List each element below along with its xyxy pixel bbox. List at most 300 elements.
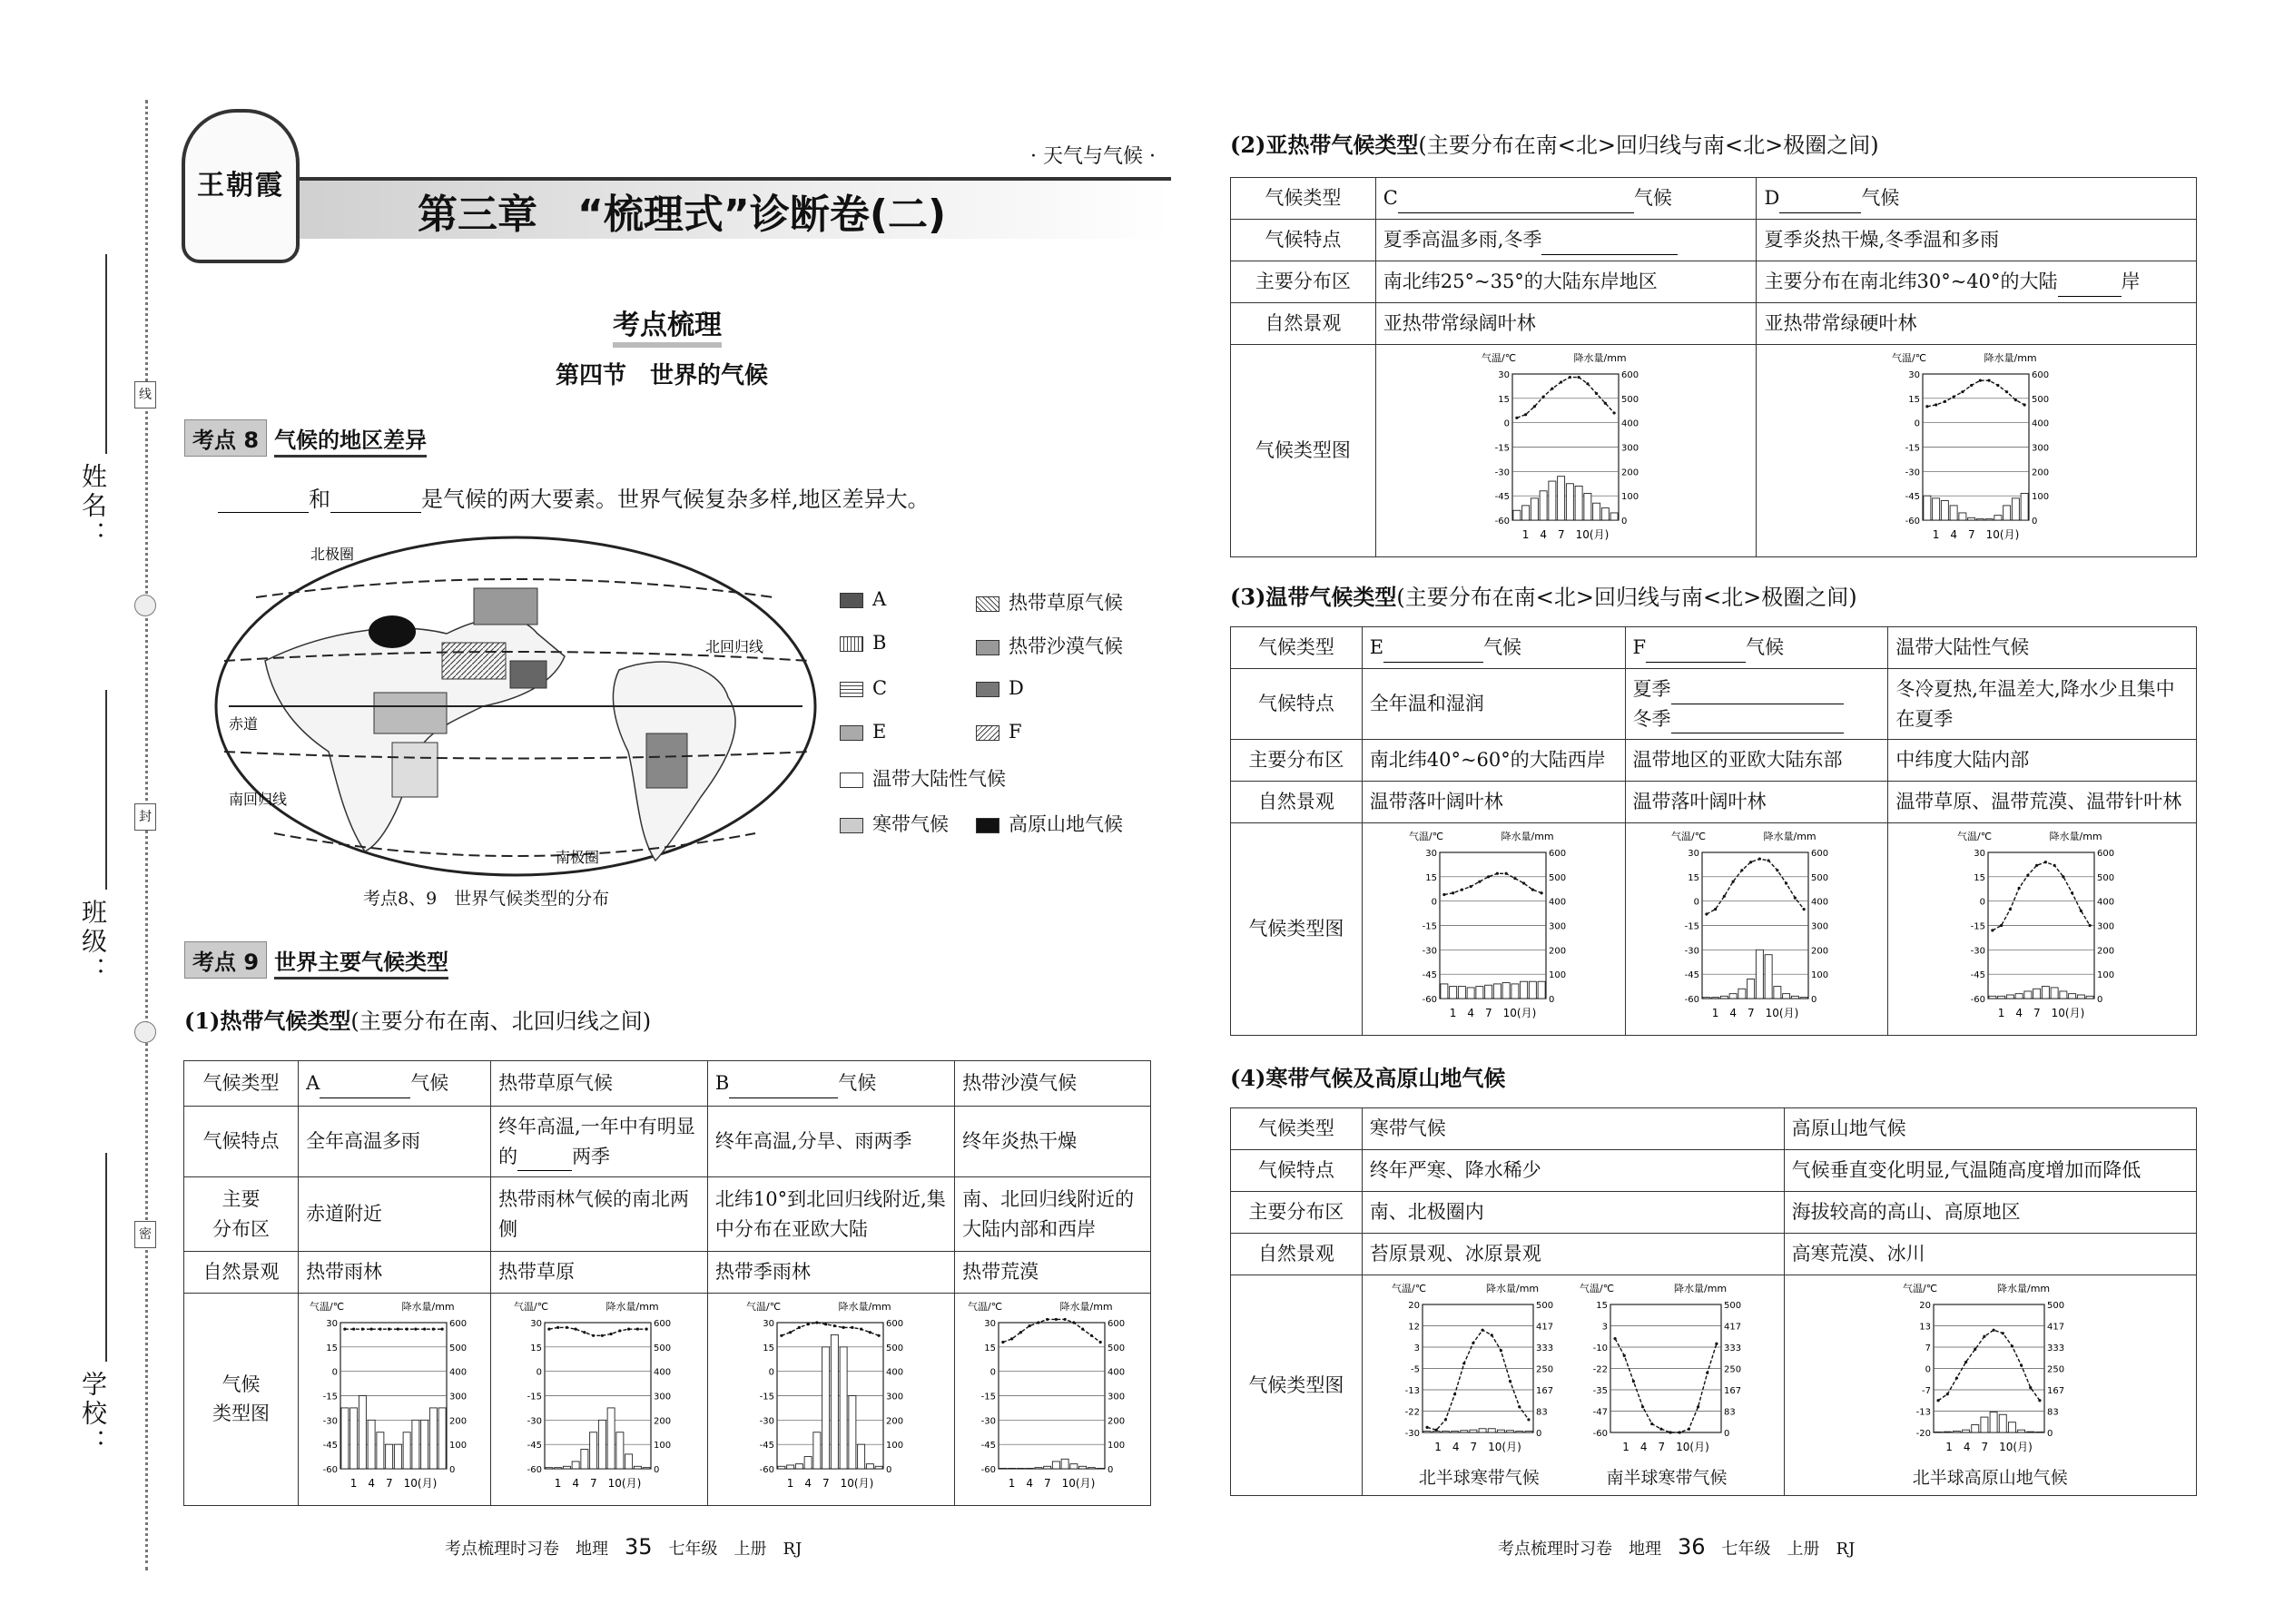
precip-bar	[1557, 477, 1564, 520]
tick-label-prec: 300	[1620, 443, 1639, 454]
tick-label-prec: 250	[1724, 1364, 1742, 1375]
axis-label-temp: 气温/℃	[1481, 352, 1516, 364]
temp-point	[1462, 1362, 1465, 1364]
cell-landscape: 亚热带常绿阔叶林	[1375, 303, 1757, 345]
precip-bar	[1748, 979, 1755, 999]
temp-point	[1444, 1418, 1447, 1421]
axis-label-prec: 降水量/mm	[1763, 831, 1817, 842]
subtropical-table	[1230, 177, 2197, 557]
temp-point	[1055, 1318, 1058, 1321]
precip-bar	[1592, 503, 1600, 520]
climate-zone	[374, 693, 447, 733]
tick-label-prec: 600	[2031, 370, 2049, 380]
map-label-north-circle: 北极圈	[310, 546, 355, 563]
temp-point	[397, 1328, 399, 1331]
precip-bar	[1467, 988, 1474, 999]
precip-bar	[1994, 516, 2002, 520]
precip-bar	[2018, 1430, 2025, 1432]
precip-bar	[1774, 987, 1781, 999]
temp-point	[1777, 869, 1779, 871]
school-line	[105, 1153, 107, 1362]
temp-point	[1952, 395, 1954, 398]
tick-label-temp: 30	[984, 1319, 997, 1329]
tick-label-temp: -45	[1905, 492, 1920, 503]
tick-label-prec: 100	[886, 1441, 904, 1452]
tick-label-prec: 600	[1548, 849, 1566, 859]
precip-bar	[438, 1408, 446, 1469]
temp-line	[1707, 859, 1804, 914]
tick-label-prec: 400	[886, 1367, 904, 1378]
temp-point	[1987, 379, 1990, 382]
tick-label-temp: -30	[759, 1416, 774, 1427]
precip-bar	[822, 1347, 830, 1469]
tick-label-prec: 417	[1724, 1322, 1742, 1333]
precip-bar	[831, 1334, 838, 1469]
temp-point	[2020, 1363, 2023, 1366]
temp-line	[549, 1327, 646, 1335]
cell-feature: 气候垂直变化明显,气温随高度增加而降低	[1784, 1150, 2196, 1192]
tick-label-prec: 200	[449, 1416, 468, 1427]
precip-bar	[1976, 519, 1984, 520]
temp-point	[1623, 1354, 1626, 1357]
tick-label-prec: 500	[449, 1343, 468, 1353]
tick-label-temp: -60	[1494, 517, 1510, 527]
axis-label-temp: 气温/℃	[1671, 831, 1707, 842]
temp-point	[1037, 1321, 1039, 1324]
precip-bar	[1712, 998, 1719, 999]
precip-bar	[2024, 991, 2032, 999]
tick-label-prec: 333	[1536, 1343, 1554, 1354]
axis-label-temp: 气温/℃	[1903, 1283, 1938, 1294]
precip-bar	[1566, 484, 1573, 520]
tick-label-prec: 200	[886, 1416, 904, 1427]
precip-bar	[386, 1444, 393, 1469]
cell-type-D: D 气候	[1757, 178, 2197, 220]
axis-label-prec: 降水量/mm	[1997, 1283, 2051, 1294]
tick-label-temp: -30	[1905, 468, 1920, 478]
tick-label-prec: 100	[1548, 970, 1566, 981]
row-label-feature: 气候特点	[184, 1107, 299, 1177]
tick-label-prec: 300	[2097, 921, 2115, 932]
tick-label-temp: -45	[980, 1441, 997, 1452]
cell-distribution: 中纬度大陆内部	[1888, 740, 2197, 782]
temp-point	[1568, 376, 1570, 379]
precip-bar	[1531, 498, 1538, 520]
axis-label-temp: 气温/℃	[968, 1301, 1003, 1313]
tick-label-prec: 600	[654, 1319, 672, 1329]
tick-label-prec: 200	[1811, 946, 1829, 957]
temp-point	[2029, 1386, 2032, 1389]
class-line	[105, 690, 107, 890]
tick-label-temp: -60	[1685, 995, 1700, 1005]
tick-label-temp: -13	[1915, 1407, 1932, 1418]
axis-label-prec: 降水量/mm	[838, 1301, 891, 1313]
temp-point	[575, 1328, 577, 1331]
temp-line	[1517, 378, 1614, 418]
precip-bar	[999, 1468, 1007, 1469]
footer-right: 考点梳理时习卷 地理 36 七年级 上册 RJ	[1498, 1534, 1856, 1560]
tick-label-prec: 300	[449, 1392, 468, 1403]
precip-bar	[1981, 1417, 1988, 1432]
cell-landscape: 苔原景观、冰原景观	[1362, 1234, 1784, 1275]
tick-label-temp: 15	[1908, 394, 1920, 405]
precip-bar	[2078, 995, 2085, 999]
axis-label-months: 1 4 7 10(月)	[1434, 1441, 1522, 1454]
climate-chart-C	[1478, 349, 1655, 544]
tick-label-prec: 100	[449, 1441, 468, 1452]
tick-label-temp: 0	[331, 1367, 339, 1378]
cell-distribution: 南、北极圈内	[1362, 1192, 1784, 1234]
precip-bar	[875, 1466, 882, 1469]
temp-line	[782, 1323, 879, 1335]
cell-feature: 夏季炎热干燥,冬季温和多雨	[1757, 220, 2197, 261]
cell-landscape: 温带草原、温带荒漠、温带针叶林	[1888, 782, 2197, 823]
temp-point	[1946, 1393, 1949, 1395]
precip-bar	[1026, 1468, 1033, 1469]
precip-bar	[1479, 1429, 1486, 1432]
precip-bar	[1502, 983, 1510, 999]
temp-point	[1577, 376, 1580, 379]
temp-point	[1706, 912, 1708, 915]
precip-bar	[2033, 989, 2041, 999]
precip-bar	[1575, 486, 1582, 520]
map-label-equator: 赤道	[229, 715, 259, 733]
kd8-text: 和 是气候的两大要素。世界气候复杂多样,地区差异大。	[218, 481, 930, 513]
temp-point	[645, 1328, 648, 1331]
temp-point	[1794, 896, 1797, 899]
precip-bar	[581, 1450, 588, 1469]
cold-heading: (4)寒带气候及高原山地气候	[1230, 1065, 1506, 1091]
temp-point	[1001, 1341, 1004, 1343]
temp-point	[1612, 411, 1615, 414]
row-label-type: 气候类型	[1231, 1108, 1363, 1150]
name-line	[105, 254, 107, 454]
tick-label-prec: 0	[1536, 1429, 1542, 1440]
precip-bar	[412, 1420, 419, 1469]
precip-bar	[2012, 498, 2019, 520]
temp-point	[1472, 1342, 1475, 1344]
temp-point	[1460, 889, 1462, 891]
temp-point	[1944, 400, 1946, 403]
temp-point	[2014, 399, 2017, 401]
tick-label-temp: 30	[1497, 370, 1510, 380]
tick-label-temp: -60	[759, 1465, 774, 1475]
precip-bar	[1950, 506, 1957, 520]
cell-type-continental: 温带大陆性气候	[1888, 627, 2197, 669]
tick-label-temp: 30	[763, 1319, 774, 1329]
tick-label-prec: 400	[1620, 418, 1639, 429]
temp-point	[1613, 1337, 1616, 1340]
temp-point	[1515, 417, 1518, 419]
tick-label-prec: 167	[2047, 1386, 2065, 1396]
cell-landscape: 温带落叶阔叶林	[1362, 782, 1625, 823]
tick-label-prec: 83	[2047, 1407, 2060, 1418]
precip-bar	[1783, 994, 1790, 999]
temp-point	[1513, 877, 1516, 880]
school-label: 学校：	[78, 1371, 108, 1458]
cell-distribution: 赤道附近	[299, 1177, 491, 1252]
binding-dotted-line	[145, 100, 148, 1570]
temp-point	[1697, 1405, 1699, 1408]
precip-bar	[1538, 981, 1545, 999]
tick-label-prec: 0	[449, 1465, 456, 1475]
temp-point	[2080, 910, 2082, 912]
temp-point	[1452, 891, 1454, 894]
temp-point	[1955, 1376, 1958, 1379]
temp-point	[1785, 881, 1787, 884]
axis-label-prec: 降水量/mm	[1501, 831, 1554, 842]
temp-point	[869, 1331, 871, 1334]
axis-label-temp: 气温/℃	[1957, 831, 1993, 842]
cell-distribution: 海拔较高的高山、高原地区	[1784, 1192, 2196, 1234]
axis-label-months: 1 4 7 10(月)	[555, 1477, 642, 1490]
temp-point	[851, 1326, 853, 1329]
precip-bar	[795, 1464, 802, 1469]
temp-point	[1688, 1428, 1690, 1431]
precip-bar	[368, 1420, 375, 1469]
cell-landscape: 热带荒漠	[955, 1252, 1151, 1294]
tick-label-temp: -30	[980, 1416, 997, 1427]
tick-label-prec: 400	[2031, 418, 2049, 429]
tick-label-prec: 250	[1536, 1364, 1554, 1375]
tick-label-temp: 3	[1413, 1343, 1421, 1354]
temp-point	[1603, 402, 1606, 405]
tick-label-prec: 0	[2097, 995, 2103, 1005]
precip-bar	[1932, 498, 1939, 520]
row-label-distribution: 主要 分布区	[184, 1177, 299, 1252]
temp-point	[2062, 875, 2064, 878]
tick-label-temp: -60	[980, 1465, 997, 1475]
climate-zone	[392, 743, 438, 797]
tick-label-prec: 500	[2097, 872, 2115, 883]
temp-point	[619, 1329, 622, 1332]
tick-label-temp: -45	[322, 1441, 339, 1452]
tick-label-prec: 250	[2047, 1364, 2065, 1375]
row-label-landscape: 自然景观	[1231, 303, 1376, 345]
row-label-feature: 气候特点	[1231, 1150, 1363, 1192]
tick-label-temp: -60	[1970, 995, 1986, 1005]
tick-label-prec: 600	[1108, 1319, 1126, 1329]
axis-label-months: 1 4 7 10(月)	[1008, 1477, 1096, 1490]
precip-bar	[1088, 1468, 1095, 1469]
temp-point	[441, 1328, 444, 1331]
climate-chart-north-polar	[1388, 1279, 1570, 1456]
cell-feature: 终年高温,一年中有明显的 两季	[491, 1107, 708, 1177]
precip-bar	[2069, 994, 2076, 999]
temp-point	[592, 1334, 595, 1337]
tick-label-prec: 500	[1620, 394, 1639, 405]
tick-label-temp: 20	[1919, 1301, 1932, 1311]
tick-label-temp: -7	[1922, 1386, 1932, 1396]
tick-label-prec: 600	[1620, 370, 1639, 380]
tick-label-prec: 500	[1724, 1301, 1742, 1312]
precip-bar	[1792, 996, 1799, 999]
temperate-table	[1230, 626, 2197, 1036]
legend-item-desert: 热带沙漠气候	[976, 632, 1123, 659]
temp-point	[432, 1328, 435, 1331]
precip-bar	[1520, 981, 1527, 999]
tick-label-temp: 30	[1688, 849, 1700, 859]
tick-label-prec: 200	[2097, 946, 2115, 957]
name-label: 姓名：	[78, 463, 108, 550]
precip-bar	[2003, 506, 2010, 520]
tick-label-prec: 400	[449, 1367, 468, 1378]
tick-label-temp: -15	[759, 1392, 774, 1403]
precip-bar	[1540, 491, 1547, 520]
precip-bar	[1610, 513, 1618, 520]
legend-item-D: D	[976, 677, 1024, 699]
tick-label-prec: 500	[2031, 394, 2049, 405]
temp-point	[1540, 891, 1542, 894]
tick-label-temp: 15	[530, 1343, 543, 1353]
tick-label-prec: 300	[886, 1392, 904, 1403]
tick-label-prec: 400	[1108, 1367, 1126, 1378]
tick-label-temp: 15	[763, 1343, 774, 1353]
axis-label-months: 1 4 7 10(月)	[1945, 1441, 2033, 1453]
legend-item-highland: 高原山地气候	[976, 810, 1123, 837]
precip-bar	[1738, 989, 1746, 999]
cell-type-A: A 气候	[299, 1061, 491, 1107]
world-climate-map	[211, 534, 821, 879]
axis-label-months: 1 4 7 10(月)	[786, 1477, 874, 1490]
precip-bar	[1703, 998, 1710, 999]
cell-landscape: 温带落叶阔叶林	[1625, 782, 1888, 823]
chapter-title: 第三章 “梳理式”诊断卷(二)	[418, 192, 947, 238]
tick-label-temp: 0	[537, 1367, 543, 1378]
temp-point	[798, 1326, 801, 1329]
precip-bar	[1521, 506, 1529, 520]
axis-label-months: 1 4 7 10(月)	[1932, 528, 2020, 541]
binding-hole-icon	[134, 595, 156, 616]
temp-point	[352, 1328, 355, 1331]
climate-zone	[510, 661, 546, 688]
tick-label-prec: 500	[1536, 1301, 1554, 1312]
seal-box-seal: 封	[134, 803, 156, 831]
temp-point	[343, 1328, 346, 1331]
temp-point	[1714, 908, 1717, 910]
precip-bar	[2043, 987, 2050, 999]
map-label-cancer: 北回归线	[705, 638, 764, 655]
axis-label-prec: 降水量/mm	[2049, 831, 2102, 842]
precip-bar	[644, 1468, 651, 1469]
temp-point	[406, 1328, 409, 1331]
tick-label-prec: 400	[2097, 897, 2115, 908]
map-caption: 考点8、9 世界气候类型的分布	[363, 889, 610, 909]
tick-label-prec: 200	[1620, 468, 1639, 478]
climate-chart-A	[306, 1297, 483, 1492]
climate-zone	[474, 588, 537, 625]
legend-item-temperate-continental: 温带大陆性气候	[840, 764, 1006, 792]
tick-label-temp: -10	[1592, 1343, 1608, 1354]
tick-label-prec: 0	[2047, 1429, 2053, 1439]
section-tag: · 天气与气候 ·	[1030, 145, 1156, 168]
axis-label-months: 1 4 7 10(月)	[1449, 1007, 1536, 1019]
tick-label-temp: -30	[1422, 946, 1437, 957]
tick-label-prec: 200	[2031, 468, 2049, 478]
temp-point	[1970, 384, 1973, 387]
tick-label-temp: -47	[1592, 1407, 1608, 1418]
cell-distribution: 北纬10°到北回归线附近,集中分布在亚欧大陆	[707, 1177, 954, 1252]
row-label-landscape: 自然景观	[184, 1252, 299, 1294]
precip-bar	[1730, 994, 1738, 999]
temp-point	[601, 1334, 604, 1337]
tick-label-temp: 30	[1424, 849, 1437, 859]
tick-label-prec: 500	[1548, 872, 1566, 883]
precip-bar	[1511, 984, 1518, 999]
temp-point	[2089, 924, 2092, 927]
temp-point	[1974, 1348, 1976, 1351]
tick-label-temp: -60	[1905, 517, 1920, 527]
kdsl-heading: 考点梳理	[613, 302, 722, 348]
tick-label-temp: 0	[989, 1367, 997, 1378]
tick-label-prec: 417	[2047, 1322, 2065, 1333]
precip-bar	[1924, 496, 1931, 520]
precip-bar	[1721, 996, 1728, 999]
axis-label-temp: 气温/℃	[514, 1301, 549, 1313]
binding-hole-icon	[134, 1021, 156, 1043]
tick-label-temp: 30	[326, 1319, 339, 1329]
precip-bar	[1035, 1468, 1042, 1469]
climate-chart-D	[1888, 349, 2065, 544]
row-label-type: 气候类型	[1231, 178, 1376, 220]
temp-point	[1495, 872, 1498, 875]
temp-point	[1500, 1349, 1502, 1352]
precip-bar	[635, 1466, 642, 1469]
precip-bar	[1584, 493, 1591, 520]
axis-label-temp: 气温/℃	[1891, 352, 1926, 364]
temp-point	[1732, 881, 1735, 883]
temp-point	[1669, 1431, 1671, 1433]
tick-label-prec: 200	[1108, 1416, 1126, 1427]
climate-chart-continental	[1954, 827, 2131, 1022]
temp-point	[2023, 403, 2025, 406]
footer-left: 考点梳理时习卷 地理 35 七年级 上册 RJ	[445, 1534, 802, 1560]
tick-label-prec: 0	[1811, 995, 1817, 1005]
temp-point	[1767, 859, 1770, 861]
temp-point	[627, 1328, 630, 1331]
temp-line	[1615, 1339, 1717, 1432]
temp-point	[584, 1331, 586, 1334]
temp-point	[1650, 1422, 1653, 1425]
climate-chart-highland	[1899, 1279, 2081, 1456]
row-label-feature: 气候特点	[1231, 669, 1363, 740]
cell-feature: 终年炎热干燥	[955, 1107, 1151, 1177]
temp-line	[1427, 1330, 1529, 1430]
tick-label-temp: 7	[1925, 1343, 1932, 1353]
precip-bar	[2007, 995, 2014, 999]
tick-label-prec: 83	[1724, 1407, 1736, 1418]
row-label-chart: 气候 类型图	[184, 1294, 299, 1506]
tick-label-temp: -60	[1422, 995, 1437, 1005]
precip-bar	[1972, 1425, 1979, 1432]
tick-label-prec: 300	[1548, 921, 1566, 932]
tropical-table	[183, 1060, 1151, 1506]
axis-label-temp: 气温/℃	[1408, 831, 1443, 842]
tick-label-prec: 100	[2031, 492, 2049, 503]
cell-distribution: 南北纬25°~35°的大陆东岸地区	[1375, 261, 1757, 303]
climate-chart-F	[1668, 827, 1845, 1022]
axis-label-months: 1 4 7 10(月)	[350, 1477, 438, 1490]
precip-bar	[350, 1408, 358, 1469]
temp-point	[548, 1328, 551, 1331]
tick-label-prec: 200	[1548, 946, 1566, 957]
temp-point	[1478, 881, 1481, 883]
tick-label-temp: 15	[984, 1343, 997, 1353]
cell-feature: 夏季高温多雨,冬季	[1375, 220, 1757, 261]
tick-label-temp: -45	[527, 1441, 543, 1452]
axis-label-prec: 降水量/mm	[1573, 352, 1627, 364]
tick-label-temp: 13	[1919, 1322, 1932, 1333]
